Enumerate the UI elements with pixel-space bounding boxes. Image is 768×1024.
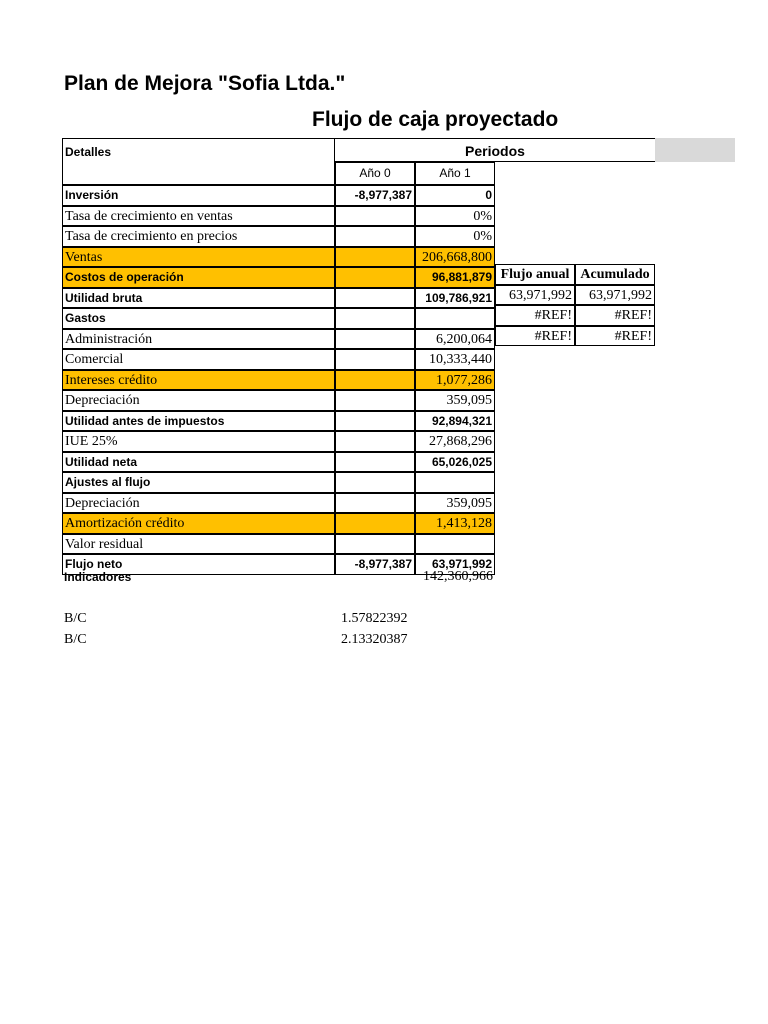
row-label[interactable]: Utilidad bruta xyxy=(62,288,335,309)
side-header-acumulado[interactable]: Acumulado xyxy=(575,264,655,285)
side-cell-acumulado[interactable]: #REF! xyxy=(575,326,655,347)
side-cell-acumulado[interactable]: #REF! xyxy=(575,305,655,326)
indicadores-value[interactable]: 142,360,966 xyxy=(423,569,493,584)
header-detalles-label: Detalles xyxy=(65,145,112,159)
row-label[interactable]: Utilidad antes de impuestos xyxy=(62,411,335,432)
row-value-anio-1[interactable] xyxy=(415,534,495,555)
row-value-anio-0[interactable] xyxy=(335,206,415,227)
bc-label: B/C xyxy=(64,632,87,647)
side-cell-flujo-anual[interactable]: #REF! xyxy=(495,305,575,326)
header-anio-1[interactable] xyxy=(415,162,495,185)
side-cell-flujo-anual[interactable]: 63,971,992 xyxy=(495,285,575,306)
row-label[interactable]: Amortización crédito xyxy=(62,513,335,534)
row-value-anio-0[interactable] xyxy=(335,431,415,452)
row-value-anio-0[interactable] xyxy=(335,349,415,370)
header-detalles[interactable] xyxy=(62,138,335,185)
row-label[interactable]: Depreciación xyxy=(62,390,335,411)
row-value-anio-0[interactable] xyxy=(335,534,415,555)
row-value-anio-1[interactable]: 0% xyxy=(415,226,495,247)
row-value-anio-0[interactable] xyxy=(335,370,415,391)
header-anio-0[interactable] xyxy=(335,162,415,185)
row-label[interactable]: Inversión xyxy=(62,185,335,206)
row-value-anio-1[interactable]: 206,668,800 xyxy=(415,247,495,268)
row-label[interactable]: Flujo neto xyxy=(62,554,335,575)
row-value-anio-0[interactable] xyxy=(335,267,415,288)
row-label[interactable]: Ajustes al flujo xyxy=(62,472,335,493)
row-value-anio-0[interactable] xyxy=(335,493,415,514)
row-value-anio-1[interactable]: 65,026,025 xyxy=(415,452,495,473)
row-value-anio-0[interactable]: -8,977,387 xyxy=(335,185,415,206)
header-periodos-grey-fill xyxy=(655,138,735,162)
side-cell-flujo-anual[interactable]: #REF! xyxy=(495,326,575,347)
row-label[interactable]: Tasa de crecimiento en ventas xyxy=(62,206,335,227)
header-anio-1-label: Año 1 xyxy=(439,166,471,180)
row-value-anio-0[interactable] xyxy=(335,513,415,534)
row-value-anio-1[interactable]: 92,894,321 xyxy=(415,411,495,432)
header-anio-0-label: Año 0 xyxy=(359,166,391,180)
row-label[interactable]: Intereses crédito xyxy=(62,370,335,391)
page-title: Plan de Mejora "Sofia Ltda." xyxy=(64,72,346,95)
row-value-anio-1[interactable]: 96,881,879 xyxy=(415,267,495,288)
row-value-anio-1[interactable]: 0 xyxy=(415,185,495,206)
bc-value[interactable]: 2.13320387 xyxy=(341,632,408,647)
row-label[interactable]: Depreciación xyxy=(62,493,335,514)
row-value-anio-0[interactable] xyxy=(335,452,415,473)
row-label[interactable]: IUE 25% xyxy=(62,431,335,452)
row-value-anio-0[interactable] xyxy=(335,329,415,350)
row-value-anio-1[interactable]: 359,095 xyxy=(415,390,495,411)
header-periodos[interactable] xyxy=(335,138,655,162)
row-value-anio-1[interactable]: 63,971,992 xyxy=(415,554,495,575)
sheet-subtitle: Flujo de caja proyectado xyxy=(312,108,559,131)
row-label[interactable]: Valor residual xyxy=(62,534,335,555)
row-value-anio-1[interactable]: 0% xyxy=(415,206,495,227)
row-value-anio-0[interactable]: -8,977,387 xyxy=(335,554,415,575)
row-label[interactable]: Ventas xyxy=(62,247,335,268)
row-value-anio-0[interactable] xyxy=(335,411,415,432)
row-label[interactable]: Utilidad neta xyxy=(62,452,335,473)
row-label[interactable]: Administración xyxy=(62,329,335,350)
indicadores-label: Indicadores xyxy=(64,570,132,584)
row-label[interactable]: Comercial xyxy=(62,349,335,370)
side-cell-acumulado[interactable]: 63,971,992 xyxy=(575,285,655,306)
row-value-anio-1[interactable] xyxy=(415,308,495,329)
bc-value[interactable]: 1.57822392 xyxy=(341,611,408,626)
bc-label: B/C xyxy=(64,611,87,626)
row-value-anio-1[interactable]: 1,413,128 xyxy=(415,513,495,534)
row-value-anio-1[interactable]: 359,095 xyxy=(415,493,495,514)
row-value-anio-1[interactable]: 10,333,440 xyxy=(415,349,495,370)
row-label[interactable]: Gastos xyxy=(62,308,335,329)
row-value-anio-0[interactable] xyxy=(335,472,415,493)
row-value-anio-1[interactable] xyxy=(415,472,495,493)
side-header-flujo-anual[interactable]: Flujo anual xyxy=(495,264,575,285)
row-label[interactable]: Tasa de crecimiento en precios xyxy=(62,226,335,247)
row-value-anio-1[interactable]: 27,868,296 xyxy=(415,431,495,452)
row-value-anio-0[interactable] xyxy=(335,288,415,309)
row-value-anio-1[interactable]: 1,077,286 xyxy=(415,370,495,391)
row-value-anio-0[interactable] xyxy=(335,247,415,268)
row-value-anio-0[interactable] xyxy=(335,308,415,329)
row-value-anio-1[interactable]: 109,786,921 xyxy=(415,288,495,309)
row-value-anio-1[interactable]: 6,200,064 xyxy=(415,329,495,350)
row-value-anio-0[interactable] xyxy=(335,390,415,411)
row-label[interactable]: Costos de operación xyxy=(62,267,335,288)
row-value-anio-0[interactable] xyxy=(335,226,415,247)
header-periodos-label: Periodos xyxy=(465,143,525,159)
